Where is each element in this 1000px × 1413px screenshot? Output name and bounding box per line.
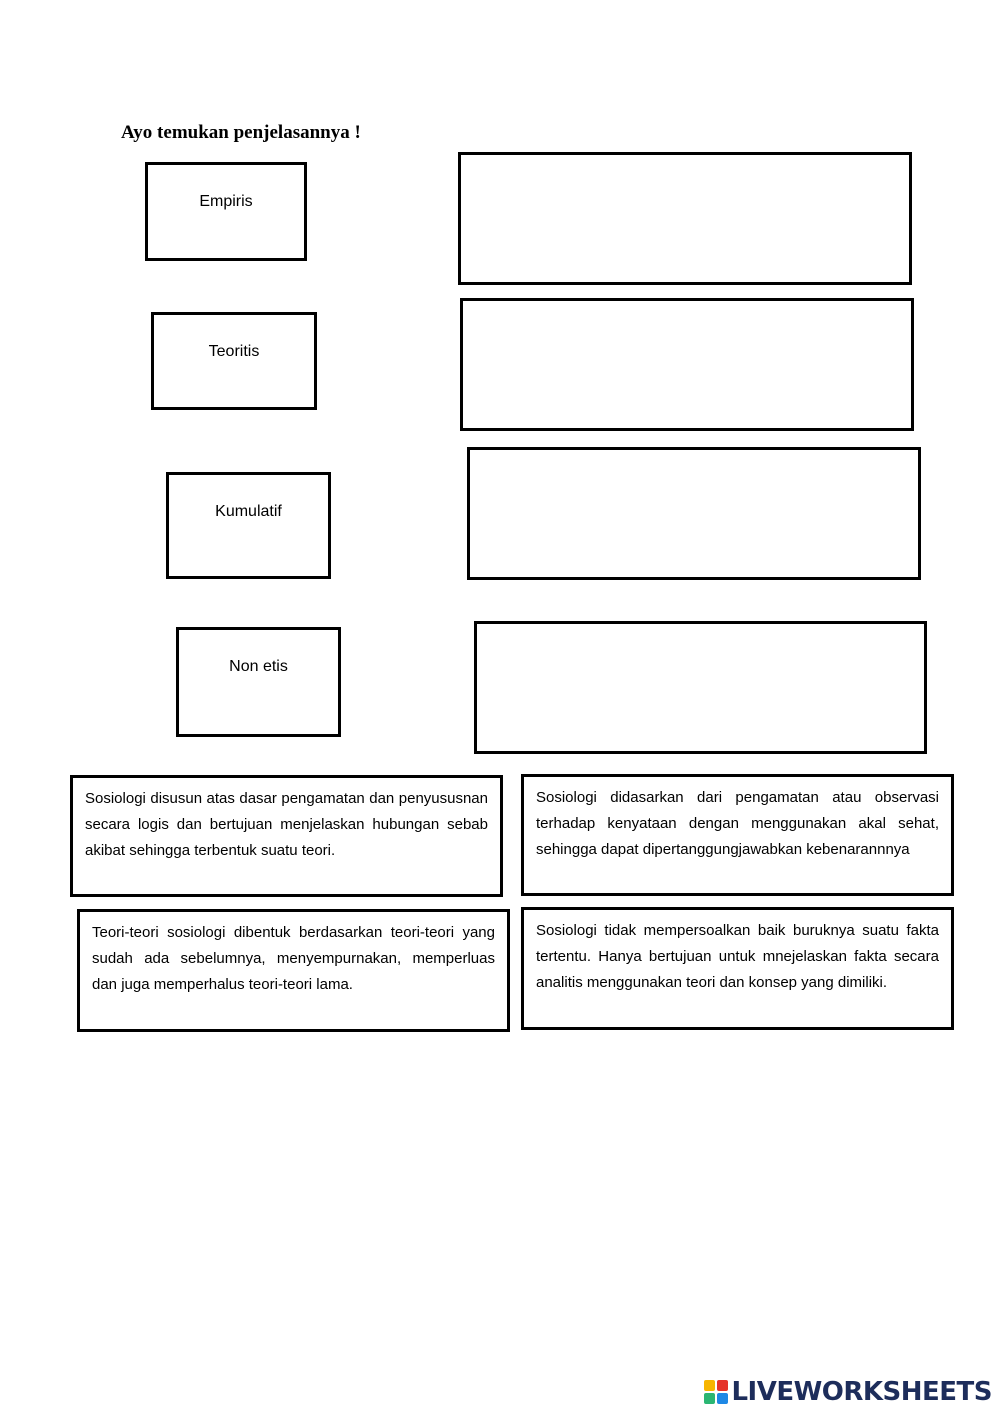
- term-box-kumulatif: [166, 472, 331, 579]
- card-text: Sosiologi tidak mempersoalkan baik buruknya suatu fakta tertentu. Hanya bertujuan untuk mnejelaskan fakta secara analitis menggunakan teori dan konsep yang dimiliki.: [536, 922, 939, 991]
- term-box-teoritis: [151, 312, 317, 410]
- explanation-card-kumulatif[interactable]: [77, 909, 510, 1032]
- logo-square: [704, 1393, 715, 1404]
- liveworksheets-logo: [704, 1377, 992, 1407]
- explanation-card-teoritis[interactable]: [70, 775, 503, 897]
- answer-dropzone-empiris[interactable]: [458, 152, 912, 285]
- card-text: Teori-teori sosiologi dibentuk berdasarkan teori-teori yang sudah ada sebelumnya, menyempurnakan, memperluas dan juga memperhalus teori-teori lama.: [92, 924, 495, 993]
- answer-dropzone-non-etis[interactable]: [474, 621, 927, 754]
- logo-square: [717, 1380, 728, 1391]
- card-text: Sosiologi disusun atas dasar pengamatan dan penyususnan secara logis dan bertujuan menjelaskan hubungan sebab akibat sehingga terbentuk suatu teori.: [85, 790, 488, 859]
- term-label: Empiris: [199, 193, 253, 210]
- term-label: Teoritis: [208, 343, 260, 360]
- term-box-empiris: [145, 162, 307, 261]
- answer-dropzone-teoritis[interactable]: [460, 298, 914, 431]
- explanation-card-non-etis[interactable]: [521, 907, 954, 1030]
- logo-square: [717, 1393, 728, 1404]
- term-label: Non etis: [229, 658, 288, 675]
- logo-icon: [704, 1380, 728, 1404]
- logo-text: LIVEWORKSHEETS: [731, 1377, 992, 1407]
- term-box-non-etis: [176, 627, 341, 737]
- answer-dropzone-kumulatif[interactable]: [467, 447, 921, 580]
- page-title: Ayo temukan penjelasannya !: [121, 122, 361, 143]
- card-text: Sosiologi didasarkan dari pengamatan atau observasi terhadap kenyataan dengan menggunakan akal sehat, sehingga dapat dipertanggungjawabkan kebenarannnya: [536, 789, 939, 858]
- term-label: Kumulatif: [215, 503, 282, 520]
- logo-square: [704, 1380, 715, 1391]
- explanation-card-empiris[interactable]: [521, 774, 954, 896]
